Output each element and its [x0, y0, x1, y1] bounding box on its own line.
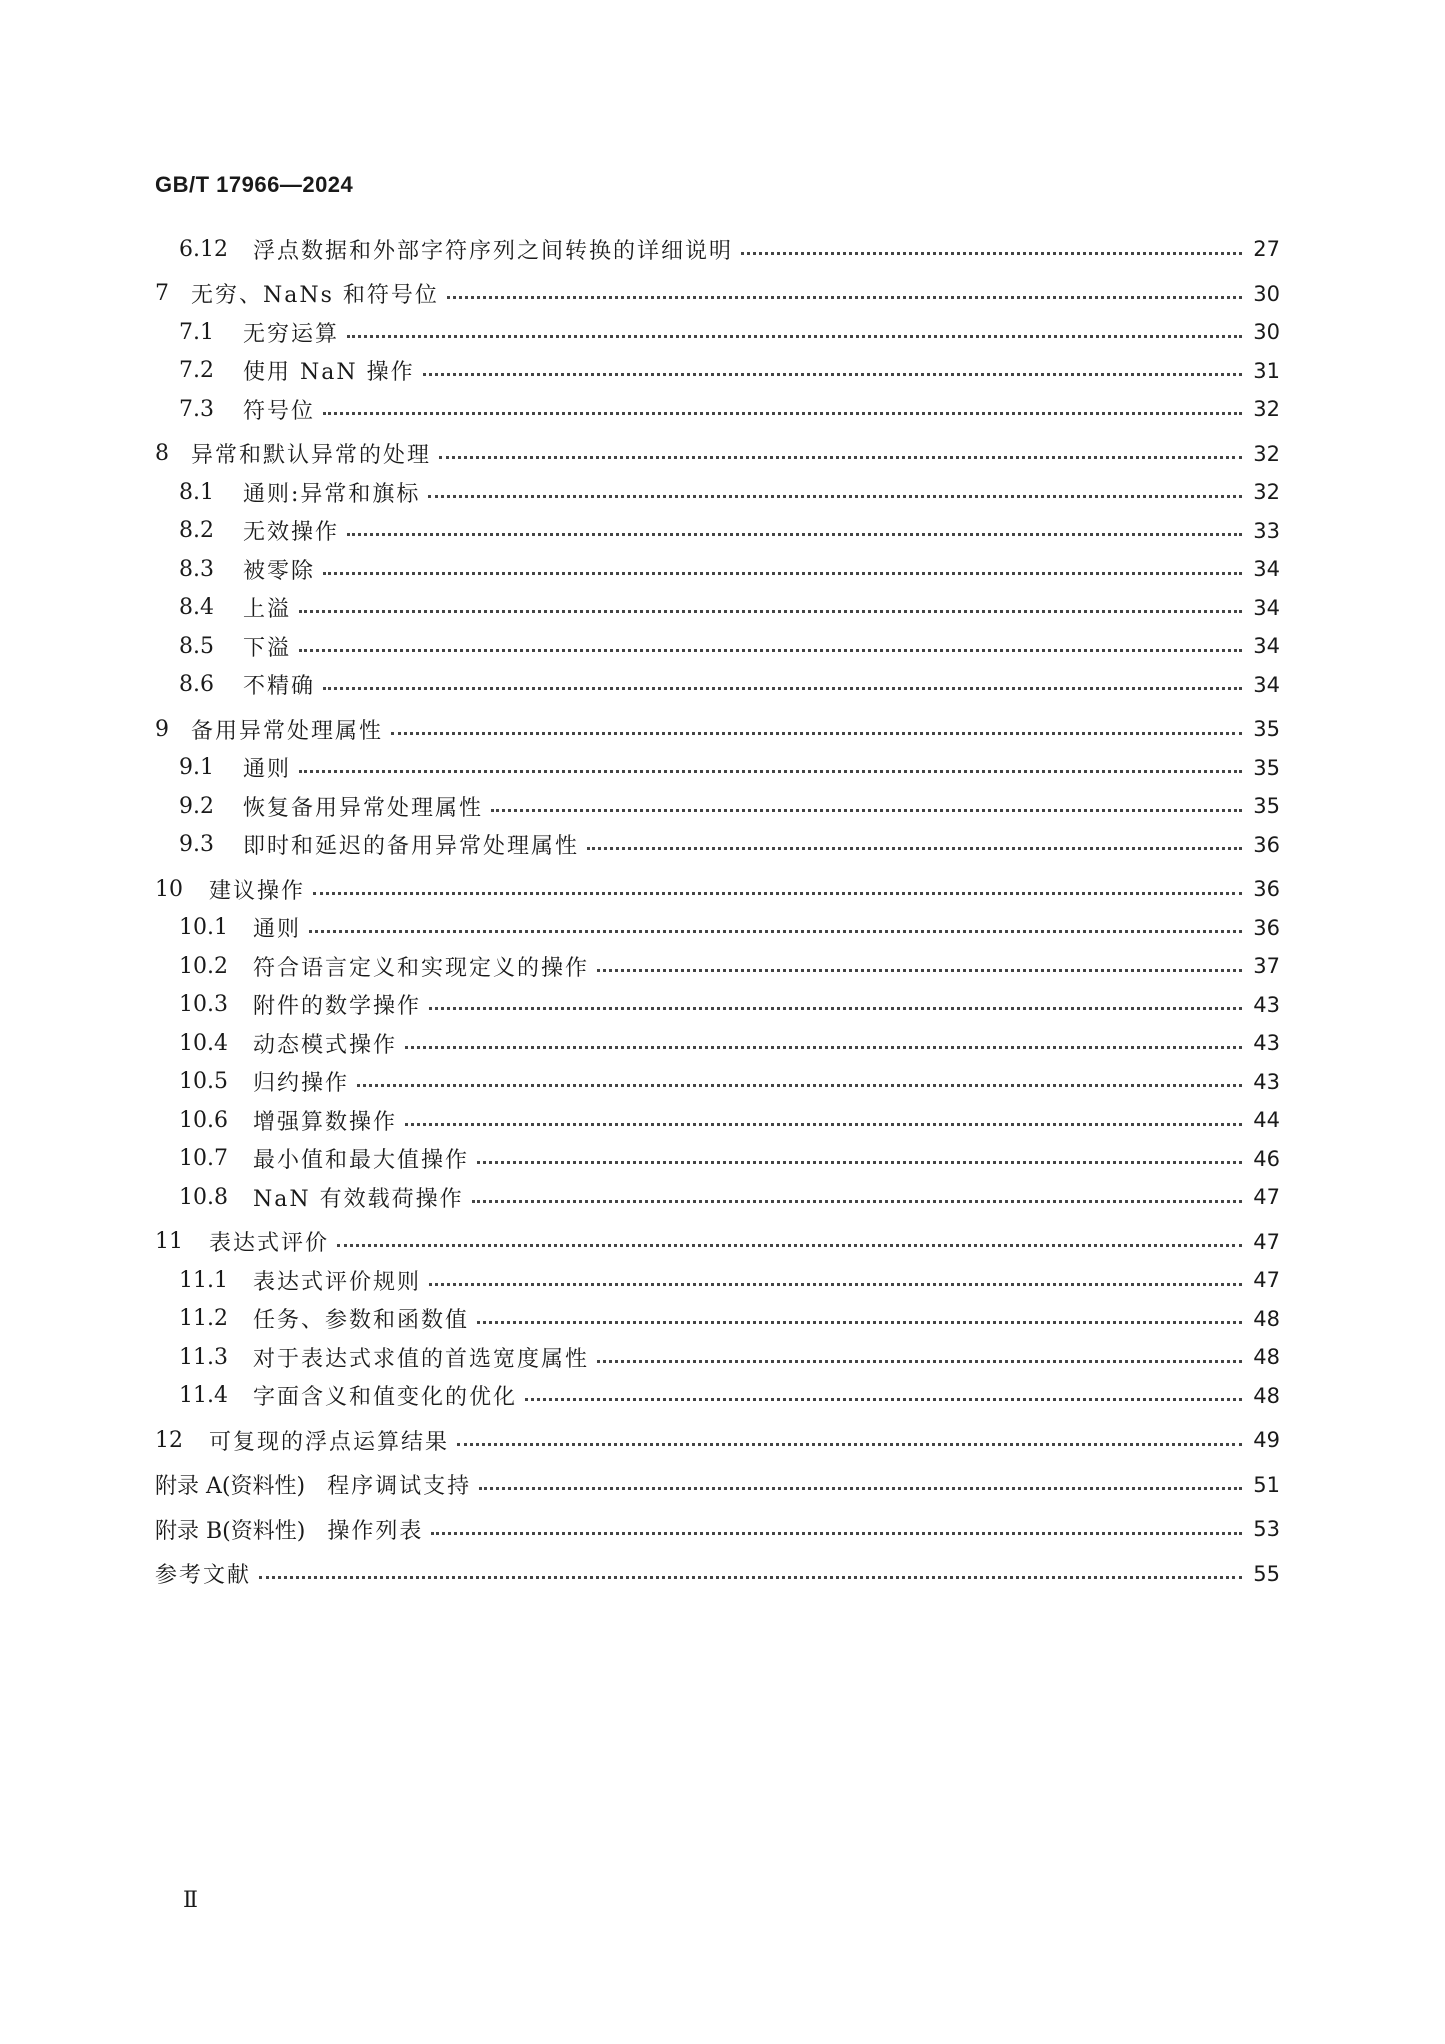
toc-entry[interactable] [155, 1101, 1280, 1139]
toc-entry-page: 43 [1253, 1031, 1280, 1055]
toc-entry-number: 11.2 [179, 1306, 228, 1331]
dot-leader [357, 1084, 1242, 1087]
toc-entry-title: 增强算数操作 [253, 1109, 398, 1135]
toc-entry-number: 10.7 [179, 1146, 228, 1171]
toc-entry[interactable] [155, 550, 1280, 588]
toc-entry[interactable] [155, 1377, 1280, 1415]
toc-entry-title: 最小值和最大值操作 [253, 1148, 470, 1173]
toc-entry-page: 27 [1253, 237, 1280, 261]
toc-entry-page: 55 [1253, 1561, 1280, 1586]
toc-entry[interactable] [155, 512, 1280, 550]
toc-entry-page: 48 [1253, 1345, 1280, 1369]
dot-leader [491, 809, 1242, 812]
toc-entry-title: 操作列表 [327, 1518, 424, 1544]
toc-entry-number: 10.6 [179, 1107, 228, 1133]
toc-entry-number: 8.5 [179, 633, 214, 659]
toc-entry-number: 8.6 [179, 672, 214, 697]
toc-entry-number: 9.3 [179, 832, 214, 857]
toc-entry-page: 34 [1253, 634, 1280, 658]
dot-leader [323, 412, 1242, 415]
page-number: Ⅱ [183, 1888, 198, 1913]
toc-entry-page: 35 [1253, 794, 1280, 818]
toc-entry-title: 符合语言定义和实现定义的操作 [253, 955, 590, 981]
toc-entry-page: 35 [1253, 755, 1280, 780]
toc-entry-number: 附录 B(资料性) [155, 1518, 306, 1544]
dot-leader [525, 1398, 1242, 1401]
toc-entry-page: 47 [1253, 1185, 1280, 1209]
toc-entry[interactable] [155, 352, 1280, 390]
toc-entry-title: 即时和延迟的备用异常处理属性 [243, 834, 580, 859]
toc-entry-title: 被零除 [243, 558, 316, 584]
toc-entry[interactable] [155, 1261, 1280, 1299]
toc-entry-number: 10.2 [179, 953, 228, 979]
toc-entry[interactable] [155, 1223, 1280, 1261]
toc-entry-title: 符号位 [243, 398, 316, 424]
dot-leader [323, 687, 1242, 690]
toc-entry-page: 32 [1253, 480, 1280, 504]
toc-entry-title: 无穷运算 [243, 321, 340, 347]
toc-entry[interactable] [155, 749, 1280, 787]
toc-entry-page: 47 [1253, 1229, 1280, 1254]
dot-leader [477, 1321, 1242, 1324]
toc-entry-title: 不精确 [243, 674, 316, 699]
toc-entry[interactable] [155, 947, 1280, 985]
toc-entry-page: 32 [1253, 397, 1280, 421]
toc-entry-page: 51 [1253, 1472, 1280, 1497]
toc-entry[interactable] [155, 275, 1280, 313]
toc-entry[interactable] [155, 1300, 1280, 1338]
dot-leader [472, 1200, 1242, 1203]
toc-entry-title: 建议操作 [209, 878, 306, 904]
dot-leader [405, 1046, 1242, 1049]
toc-entry-title: 通则:异常和旗标 [243, 481, 421, 507]
toc-entry-number: 7.2 [179, 358, 214, 383]
toc-entry[interactable] [155, 627, 1280, 665]
toc-entry[interactable] [155, 826, 1280, 864]
toc-entry[interactable] [155, 666, 1280, 704]
dot-leader [405, 1123, 1242, 1126]
toc-entry-title: 表达式评价规则 [253, 1269, 422, 1295]
dot-leader [429, 1283, 1242, 1286]
toc-entry[interactable] [155, 710, 1280, 748]
toc-entry-page: 30 [1253, 320, 1280, 344]
toc-entry-number: 11.1 [179, 1267, 228, 1293]
toc-entry-number: 10.3 [179, 992, 228, 1017]
dot-leader [439, 456, 1242, 459]
toc-entry-title: 表达式评价 [209, 1231, 330, 1256]
dot-leader [259, 1576, 1242, 1579]
toc-entry-number: 11.4 [179, 1383, 228, 1408]
dot-leader [429, 1007, 1242, 1010]
toc-entry-page: 36 [1253, 915, 1280, 940]
toc-entry-page: 30 [1253, 281, 1280, 306]
toc-entry-page: 48 [1253, 1306, 1280, 1331]
toc-entry-page: 46 [1253, 1146, 1280, 1171]
toc-entry-page: 34 [1253, 672, 1280, 697]
toc-entry-number: 8.2 [179, 518, 214, 543]
dot-leader [347, 335, 1242, 338]
document-header: GB/T 17966—2024 [155, 172, 354, 197]
dot-leader [299, 610, 1242, 613]
dot-leader [741, 252, 1242, 255]
toc-entry[interactable] [155, 787, 1280, 825]
toc-entry-title: NaN 有效载荷操作 [253, 1186, 464, 1212]
toc-entry-page: 34 [1253, 557, 1280, 581]
dot-leader [597, 1360, 1242, 1363]
toc-entry-number: 8.1 [179, 479, 214, 505]
toc-entry-page: 53 [1253, 1517, 1280, 1541]
toc-entry-page: 36 [1253, 877, 1280, 901]
toc-entry[interactable] [155, 1140, 1280, 1178]
dot-leader [447, 296, 1242, 299]
toc-entry-title: 上溢 [243, 597, 292, 622]
dot-leader [299, 770, 1242, 773]
toc-entry-title: 动态模式操作 [253, 1032, 398, 1058]
dot-leader [423, 373, 1242, 376]
toc-entry-title: 备用异常处理属性 [191, 718, 384, 744]
toc-entry-page: 34 [1253, 595, 1280, 620]
toc-entry-number: 8.4 [179, 595, 214, 620]
toc-entry-title: 任务、参数和函数值 [253, 1308, 470, 1333]
dot-leader [337, 1244, 1242, 1247]
toc-entry[interactable] [155, 313, 1280, 351]
toc-entry-page: 48 [1253, 1383, 1280, 1408]
dot-leader [477, 1161, 1242, 1164]
toc-entry-number: 10.1 [179, 915, 228, 940]
toc-entry-title: 使用 NaN 操作 [243, 360, 415, 385]
dot-leader [457, 1443, 1242, 1446]
toc-entry-number: 10 [155, 876, 183, 902]
toc-entry-number: 7 [155, 281, 169, 306]
toc-entry-title: 参考文献 [155, 1563, 252, 1588]
dot-leader [299, 649, 1242, 652]
toc-entry-page: 36 [1253, 832, 1280, 857]
toc-entry-number: 10.8 [179, 1184, 228, 1210]
toc-entry[interactable] [155, 870, 1280, 908]
toc-entry-number: 12 [155, 1427, 183, 1453]
toc-entry-title: 程序调试支持 [327, 1474, 472, 1499]
toc-entry-page: 33 [1253, 518, 1280, 543]
toc-entry[interactable] [155, 1421, 1280, 1459]
toc-entry-number: 9.1 [179, 755, 214, 780]
toc-entry[interactable] [155, 589, 1280, 627]
toc-entry[interactable] [155, 909, 1280, 947]
toc-entry-title: 无穷、NaNs 和符号位 [191, 283, 439, 308]
toc-entry-number: 8.3 [179, 556, 214, 582]
toc-entry-title: 下溢 [243, 635, 292, 661]
dot-leader [313, 892, 1242, 895]
toc-entry-number: 8 [155, 441, 169, 466]
toc-entry-title: 异常和默认异常的处理 [191, 443, 432, 468]
toc-entry-title: 对于表达式求值的首选宽度属性 [253, 1346, 590, 1372]
toc-entry-title: 通则 [243, 757, 292, 782]
toc-entry-page: 47 [1253, 1268, 1280, 1292]
toc-entry-number: 9.2 [179, 793, 214, 819]
toc-entry[interactable] [155, 1338, 1280, 1376]
toc-entry-page: 44 [1253, 1108, 1280, 1132]
toc-entry-page: 35 [1253, 717, 1280, 741]
toc-entry-number: 11.3 [179, 1344, 228, 1370]
toc-entry[interactable] [155, 1466, 1280, 1504]
toc-entry-number: 7.1 [179, 319, 214, 345]
dot-leader [309, 930, 1242, 933]
toc-entry-number: 附录 A(资料性) [155, 1474, 306, 1499]
toc-entry-number: 9 [155, 716, 169, 742]
toc-entry-number: 10.5 [179, 1069, 228, 1094]
toc-entry[interactable] [155, 1024, 1280, 1062]
toc-entry[interactable] [155, 435, 1280, 473]
toc-entry-title: 可复现的浮点运算结果 [209, 1429, 450, 1455]
toc-entry[interactable] [155, 230, 1280, 268]
toc-entry-number: 10.4 [179, 1030, 228, 1056]
toc-entry-page: 31 [1253, 358, 1280, 383]
toc-entry-title: 归约操作 [253, 1071, 350, 1096]
dot-leader [597, 969, 1242, 972]
dot-leader [479, 1487, 1242, 1490]
toc-entry-title: 浮点数据和外部字符序列之间转换的详细说明 [253, 238, 734, 264]
toc-entry[interactable] [155, 1063, 1280, 1101]
toc-entry[interactable] [155, 390, 1280, 428]
toc-entry-title: 字面含义和值变化的优化 [253, 1385, 518, 1410]
toc-entry-number: 6.12 [179, 236, 228, 262]
toc-entry-number: 7.3 [179, 396, 214, 422]
toc-entry-page: 43 [1253, 1069, 1280, 1094]
toc-entry-page: 32 [1253, 441, 1280, 466]
dot-leader [428, 495, 1242, 498]
toc-entry-page: 49 [1253, 1428, 1280, 1452]
dot-leader [391, 732, 1242, 735]
toc-entry[interactable] [155, 986, 1280, 1024]
toc-entry-title: 无效操作 [243, 520, 340, 545]
toc-entry[interactable] [155, 1555, 1280, 1593]
toc-entry-title: 通则 [253, 917, 302, 942]
toc-entry-title: 恢复备用异常处理属性 [243, 795, 484, 821]
toc-entry[interactable] [155, 473, 1280, 511]
dot-leader [431, 1532, 1242, 1535]
toc-entry[interactable] [155, 1178, 1280, 1216]
dot-leader [347, 533, 1242, 536]
toc-entry-title: 附件的数学操作 [253, 994, 422, 1019]
toc-entry-number: 11 [155, 1229, 183, 1254]
dot-leader [587, 847, 1242, 850]
dot-leader [323, 572, 1242, 575]
toc-entry-page: 37 [1253, 954, 1280, 978]
toc-entry-page: 43 [1253, 992, 1280, 1017]
toc-entry[interactable] [155, 1510, 1280, 1548]
